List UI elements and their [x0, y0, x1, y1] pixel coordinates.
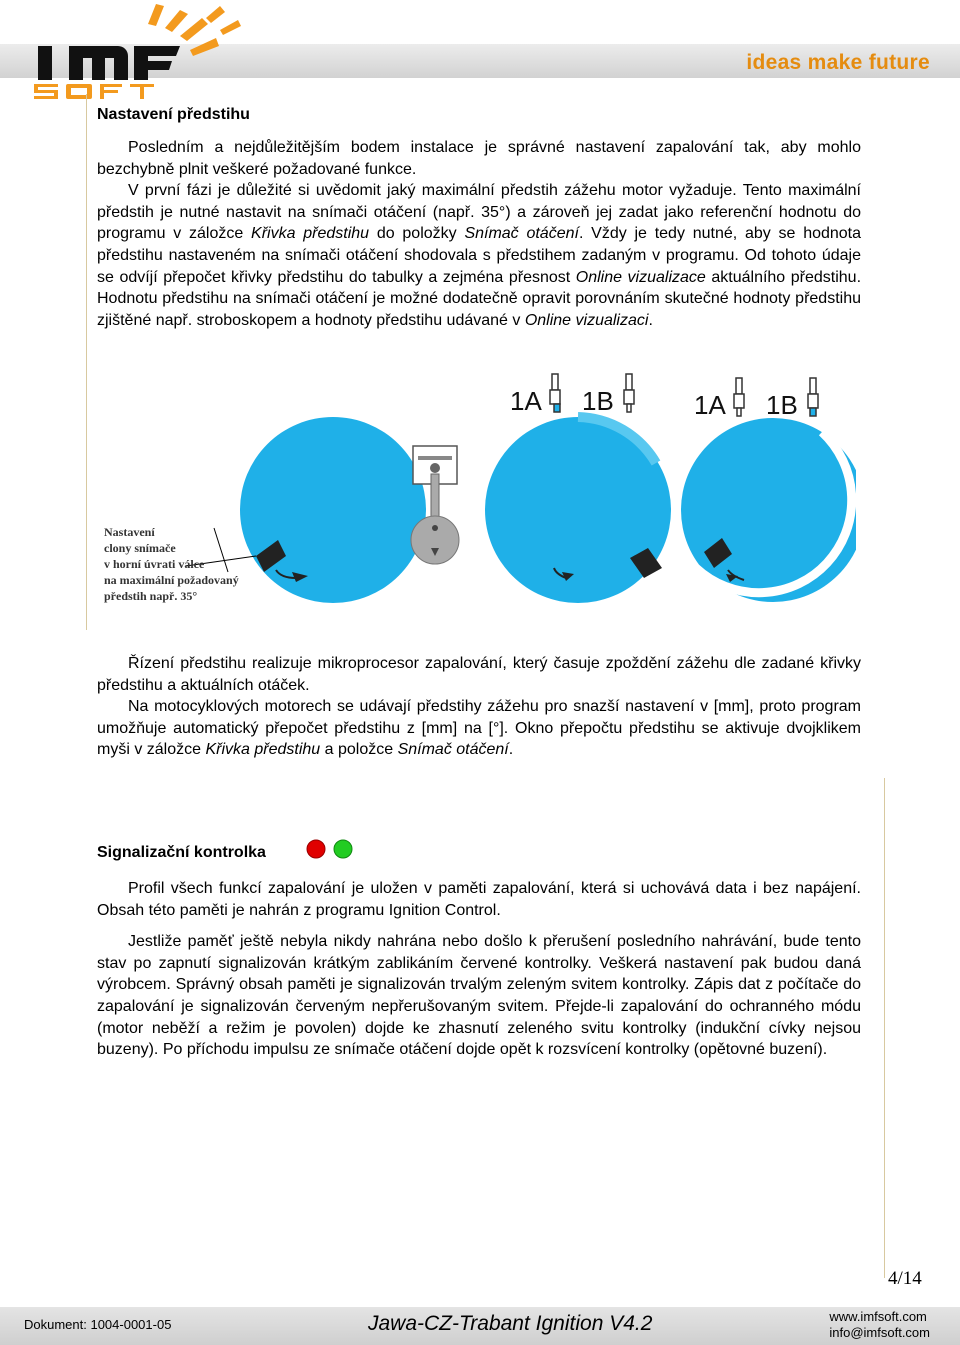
red-led-icon	[307, 840, 325, 858]
label-1b: 1B	[582, 386, 614, 416]
caption-line-4: na maximální požadovaný	[104, 573, 239, 587]
document-id: Dokument: 1004-0001-05	[24, 1317, 172, 1332]
section3-text	[97, 878, 861, 1061]
page-number: 4/14	[888, 1268, 922, 1289]
indicator-leds	[305, 838, 357, 862]
email-link[interactable]: info@imfsoft.com	[829, 1325, 930, 1340]
tagline: ideas make future	[746, 51, 930, 74]
product-title: Jawa-CZ-Trabant Ignition V4.2	[368, 1312, 653, 1335]
figure-caption	[104, 525, 239, 603]
caption-line-3: v horní úvrati válce	[104, 557, 205, 571]
caption-line-2: clony snímače	[104, 541, 176, 555]
section3-paragraph-2: Jestliže paměť ještě nebyla nikdy nahrána nebo došlo k přerušení posledního nahrávání, bude tento stav po zapnutí signalizován krátkým zablikáním červené kontrolky. Veškerá nastavení pak budou daná výrobcem. Správný obsah paměti je signalizován trvalým zeleným svitem kontrolky. Zápis dat z počítače do zapalování je signalizován červeným nepřerušovaným svitem. Přejde-li zapalování do ochranného módu (motor neběží a režim je povolen) dojde ke zhasnutí zeleného svitu kontrolky (indukční cívky nejsou buzeny). Po příchodu impulsu ze snímače otáčení dojde opět k rozsvícení kontrolky (opětovné buzení).	[97, 933, 861, 1059]
ignition-timing-figure	[96, 368, 856, 618]
section2-text	[97, 653, 861, 761]
section2-paragraph-1: Řízení předstihu realizuje mikroprocesor zapalování, který časuje zpoždění zážehu dle zadané křivky předstihu a aktuálních otáček.	[97, 655, 861, 694]
label-1a-second: 1A	[694, 390, 726, 420]
section1-paragraph-1: Posledním a nejdůležitějším bodem instalace je správné nastavení zapalování tak, aby mohlo bezchybně plnit veškeré požadované funkce.	[97, 139, 861, 178]
imf-soft-logo	[30, 0, 250, 104]
margin-line-left	[86, 94, 87, 630]
section-title-predstih: Nastavení předstihu	[97, 106, 250, 123]
section2-paragraph-2: Na motocyklových motorech se udávají předstihy zážehu pro snazší nastavení v [mm], proto program umožňuje automatický přepočet předstihu z [mm] na [°]. Okno přepočtu předstihu se aktivuje dvojklikem myši v záložce Křivka předstihu a položce Snímač otáčení.	[97, 698, 861, 759]
section1-text	[97, 137, 861, 331]
label-1b-second: 1B	[766, 390, 798, 420]
caption-line-1: Nastavení	[104, 525, 155, 539]
sensor-disc-2	[485, 417, 671, 603]
section1-paragraph-2: V první fázi je důležité si uvědomit jaký maximální předstih zážehu motor vyžaduje. Tento maximální předstih je nutné nastavit na snímači otáčení (např. 35°) a zároveň jej zadat jako referenční hodnotu do programu v záložce Křivka předstihu do položky Snímač otáčení. Vždy je tedy nutné, aby se hodnota předstihu nastaveném na snímači otáčení shodovala s předstihem zadaným v programu. Od tohoto údaje se odvíjí přepočet křivky předstihu do tabulky a zejména přesnost Online vizualizace aktuálního předstihu. Hodnotu předstihu na snímači otáčení je možné dodatečně opravit porovnáním skutečné hodnoty předstihu zjištěné např. stroboskopem a hodnoty předstihu udávané v Online vizualizaci.	[97, 182, 862, 329]
label-1a: 1A	[510, 386, 542, 416]
margin-line-right	[884, 778, 885, 1278]
sensor-disc-3	[681, 418, 856, 602]
website-link[interactable]: www.imfsoft.com	[829, 1309, 927, 1324]
section-title-signalizace: Signalizační kontrolka	[97, 844, 266, 861]
contact-block	[829, 1309, 930, 1341]
caption-line-5: předstih např. 35°	[104, 589, 198, 603]
section3-paragraph-1: Profil všech funkcí zapalování je uložen v paměti zapalování, která si uchovává data i bez napájení. Obsah této paměti je nahrán z programu Ignition Control.	[97, 880, 861, 919]
green-led-icon	[334, 840, 352, 858]
